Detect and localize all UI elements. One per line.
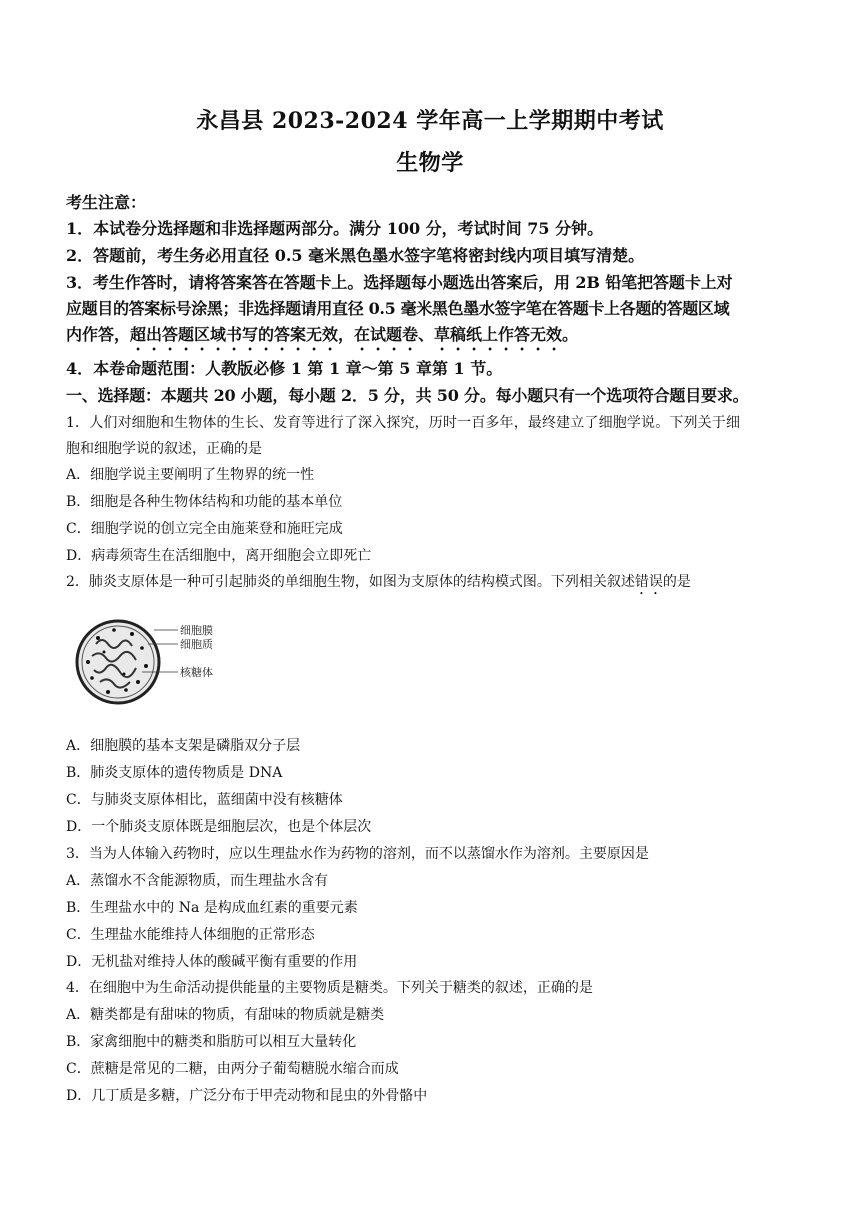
label-cell-membrane: 细胞膜 [180,624,213,637]
notice-item-1: 1．本试卷分选择题和非选择题两部分。满分 100 分，考试时间 75 分钟。 [66,219,604,238]
q2-option-c: C．与肺炎支原体相比，蓝细菌中没有核糖体 [66,792,343,808]
notice-heading: 考生注意： [66,193,147,212]
q2-stem-text: 2．肺炎支原体是一种可引起肺炎的单细胞生物，如图为支原体的结构模式图。下列相关叙述 [66,574,635,590]
q2-option-d: D．一个肺炎支原体既是细胞层次，也是个体层次 [66,819,372,835]
q3-option-a: A．蒸馏水不含能源物质，而生理盐水含有 [66,873,329,889]
q4-option-a: A．糖类都是有甜味的物质，有甜味的物质就是糖类 [66,1007,385,1023]
q2-option-b: B．肺炎支原体的遗传物质是 DNA [66,765,283,781]
label-ribosome: 核糖体 [180,666,213,679]
q1-stem-line-1: 1．人们对细胞和生物体的生长、发育等进行了深入探究，历时一百多年，最终建立了细胞学说。下列关于细 [66,415,741,431]
q3-stem: 3．当为人体输入药物时，应以生理盐水作为药物的溶剂，而不以蒸馏水作为溶剂。主要原因是 [66,846,649,862]
q3-option-b: B．生理盐水中的 Na 是构成血红素的重要元素 [66,900,358,916]
q2-option-a: A．细胞膜的基本支架是磷脂双分子层 [66,738,301,754]
q2-stem-end: 的是 [662,574,691,590]
q4-option-d: D．几丁质是多糖，广泛分布于甲壳动物和昆虫的外骨骼中 [66,1088,428,1104]
exam-title: 永昌县 2023-2024 学年高一上学期期中考试 [196,108,664,134]
q1-option-c: C．细胞学说的创立完全由施莱登和施旺完成 [66,521,343,537]
notice-item-2: 2．答题前，考生务必用直径 0.5 毫米黑色墨水签字笔将密封线内项目填写清楚。 [66,246,645,265]
q2-stem-emphasis: 错误 [634,574,663,590]
notice-item-3-emphasis: 超出答题区域书写的答案无效，在试题卷、草稿纸上作答无效 [130,325,563,344]
notice-item-4: 4．本卷命题范围：人教版必修 1 第 1 章～第 5 章第 1 节。 [66,359,503,378]
q1-option-d: D．病毒须寄生在活细胞中，离开细胞会立即死亡 [66,548,372,564]
label-cytoplasm: 细胞质 [180,638,213,651]
mycoplasma-diagram [74,612,224,716]
notice-item-3-line-1: 3．考生作答时，请将答案答在答题卡上。选择题每小题选出答案后，用 2B 铅笔把答题卡上对 [66,273,733,292]
mycoplasma-structure-figure [74,612,224,716]
notice-item-3-line-2: 应题目的答案标号涂黑；非选择题请用直径 0.5 毫米黑色墨水签字笔在答题卡上各题的答题区域 [66,299,730,318]
q1-stem-line-2: 胞和细胞学说的叙述，正确的是 [66,441,262,457]
q3-option-c: C．生理盐水能维持人体细胞的正常形态 [66,927,315,943]
notice-item-3-line-3 [66,322,798,354]
q4-option-c: C．蔗糖是常见的二糖，由两分子葡萄糖脱水缩合而成 [66,1061,399,1077]
q3-option-d: D．无机盐对维持人体的酸碱平衡有重要的作用 [66,954,358,970]
notice-item-3-text: 内作答， [66,325,131,344]
q4-option-b: B．家禽细胞中的糖类和脂肪可以相互大量转化 [66,1034,357,1050]
q2-stem [66,571,798,598]
q1-option-a: A．细胞学说主要阐明了生物界的统一性 [66,467,315,483]
section-heading: 一、选择题：本题共 20 小题，每小题 2．5 分，共 50 分。每小题只有一个选项符合题目要求。 [66,386,749,405]
notice-item-3-end: 。 [562,325,579,344]
q4-stem: 4．在细胞中为生命活动提供能量的主要物质是糖类。下列关于糖类的叙述，正确的是 [66,980,593,996]
exam-subject: 生物学 [396,150,464,176]
q1-option-b: B．细胞是各种生物体结构和功能的基本单位 [66,494,343,510]
